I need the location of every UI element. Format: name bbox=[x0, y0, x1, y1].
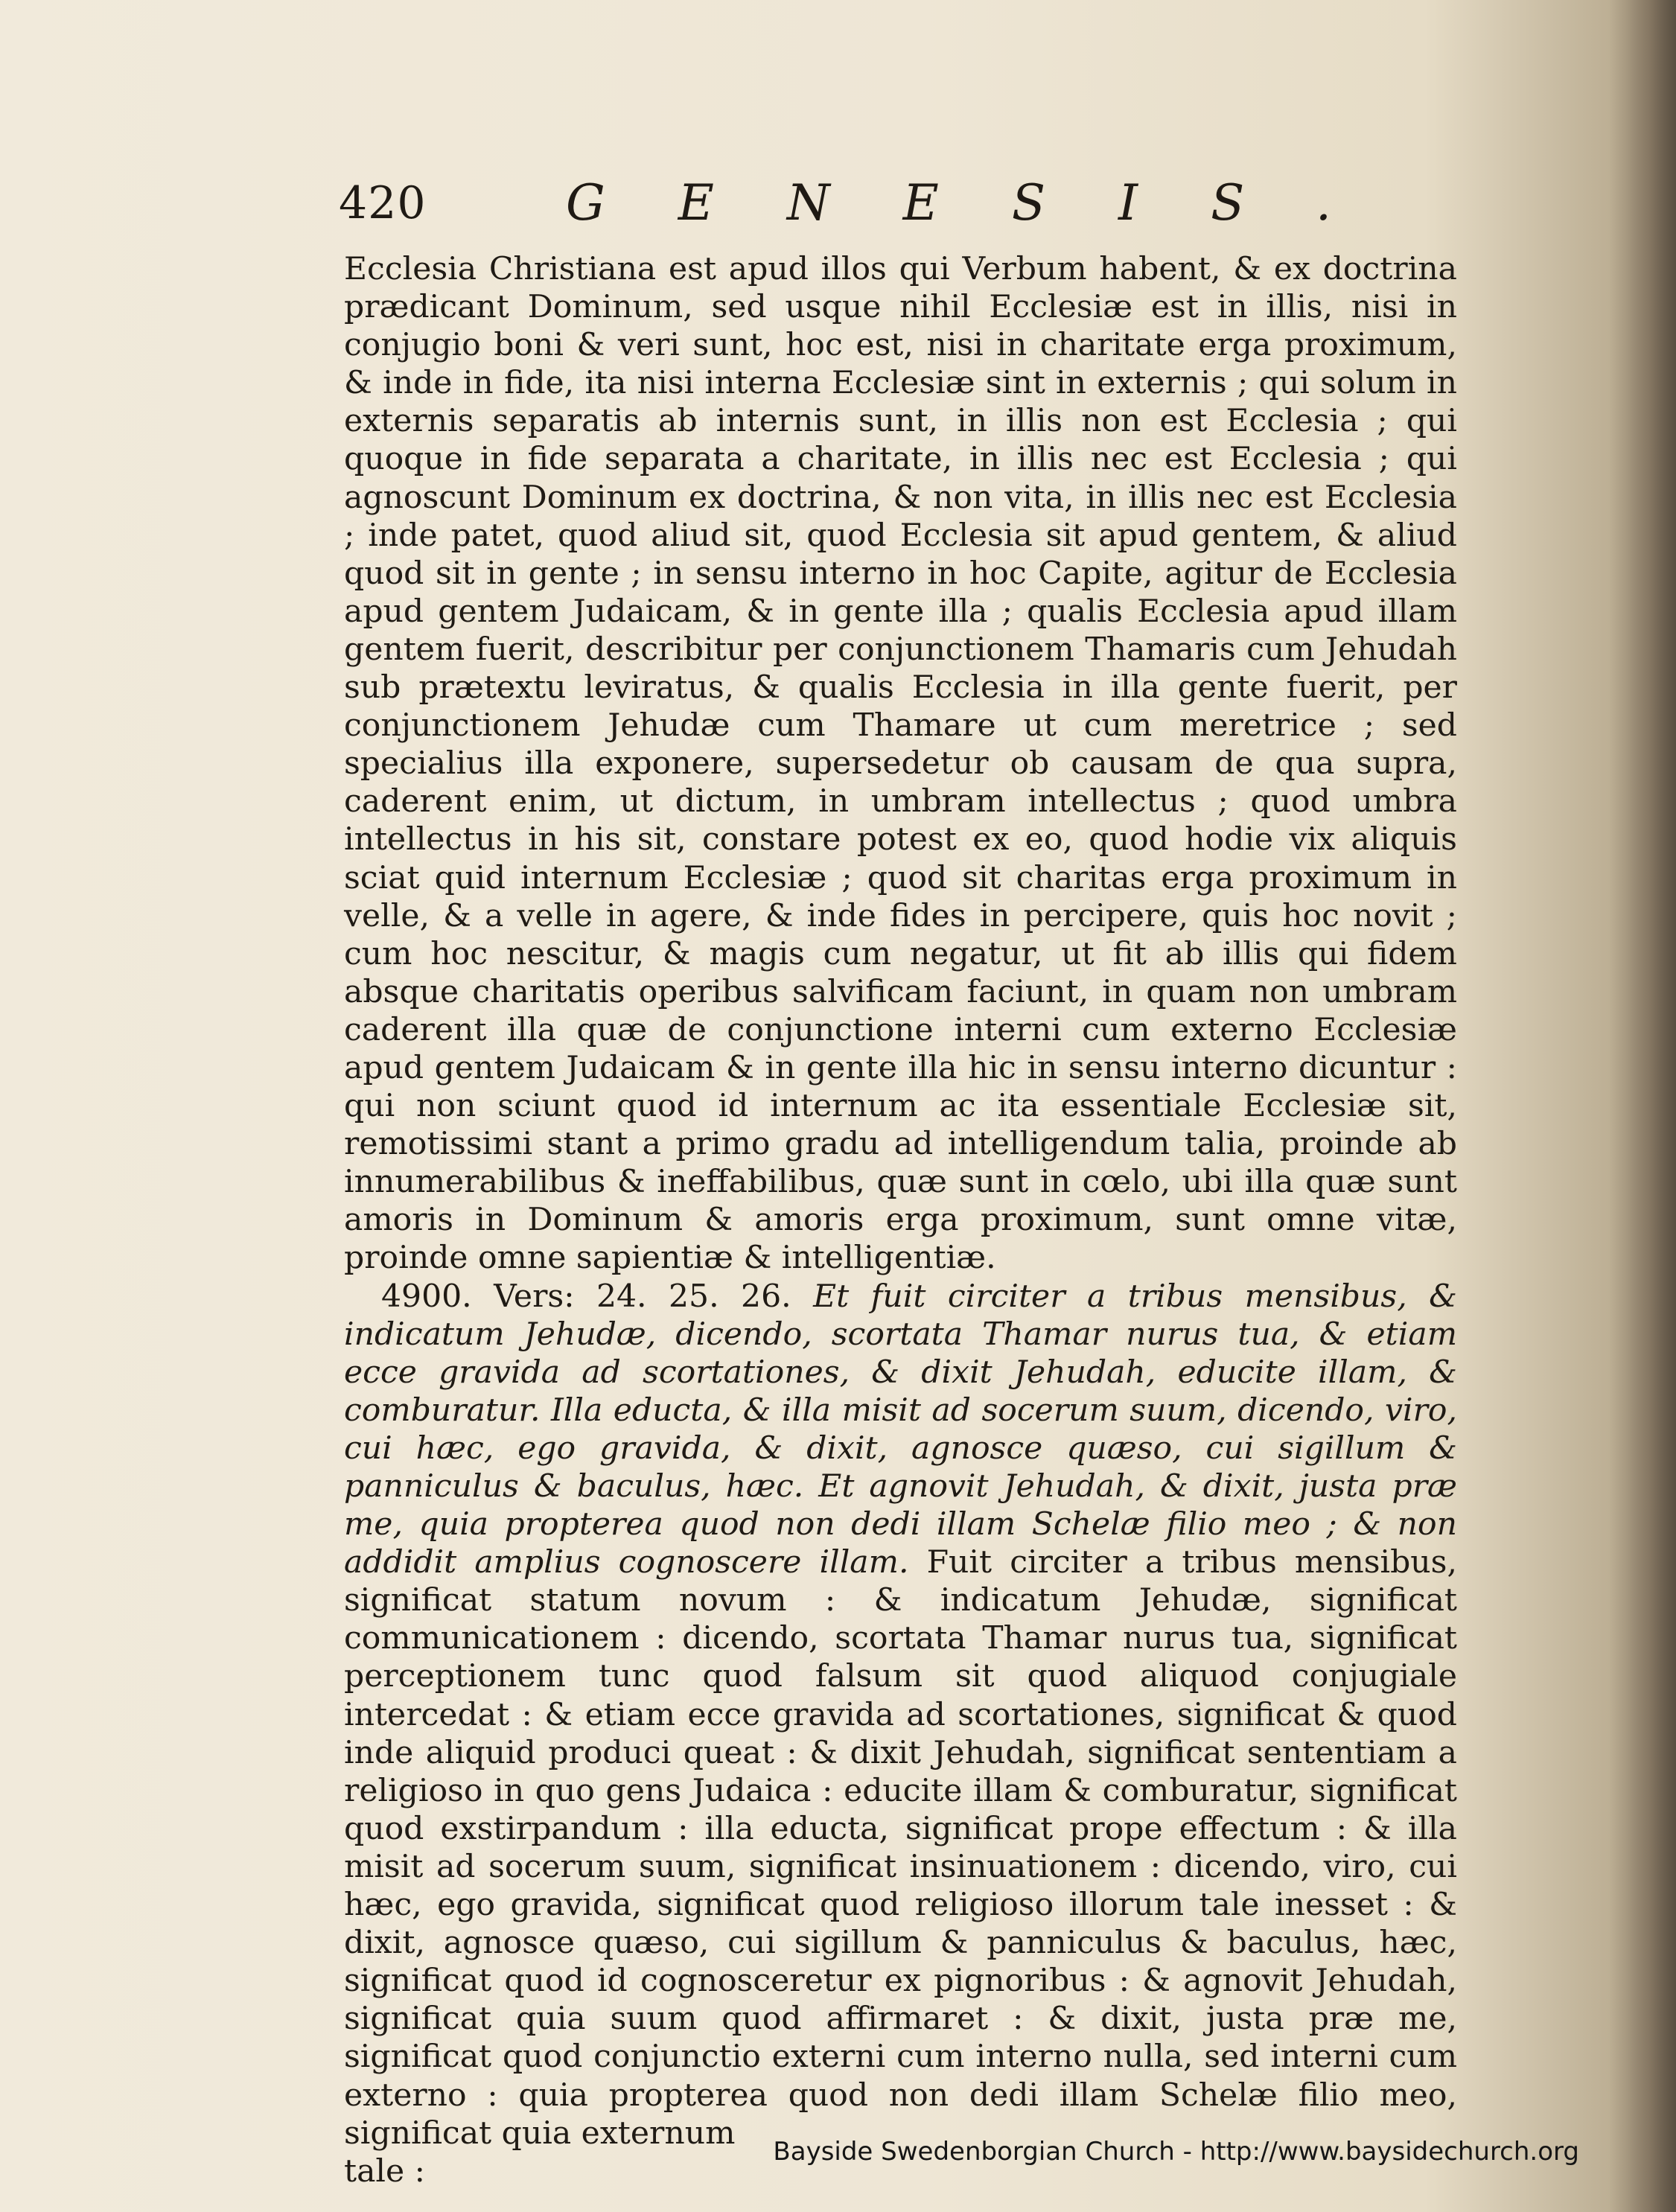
paragraph-ecclesia: Ecclesia Christiana est apud illos qui Verbum habent, & ex doctrina prædicant Dominum, sed usque nihil Ecclesiæ est in illis, nisi in conjugio boni & veri sunt, hoc est, nisi in charitate erga proximum, & inde in fide, ita nisi interna Ecclesiæ sint in externis ; qui solum in externis separatis ab internis sunt, in illis non est Ecclesia ; qui quoque in fide separata a charitate, in illis nec est Ecclesia ; qui agnoscunt Dominum ex doctrina, & non vita, in illis nec est Ecclesia ; inde patet, quod aliud sit, quod Ecclesia sit apud gentem, & aliud quod sit in gente ; in sensu interno in hoc Capite, agitur de Ecclesia apud gentem Judaicam, & in gente illa ; qualis Ecclesia apud illam gentem fuerit, describitur per conjunctionem Thamaris cum Jehudah sub prætextu leviratus, & qualis Ecclesia in illa gente fuerit, per conjunctionem Jehudæ cum Thamare ut cum meretrice ; sed specialius illa exponere, supersedetur ob causam de qua supra, caderent enim, ut dictum, in umbram intellectus ; quod umbra intellectus in his sit, constare potest ex eo, quod hodie vix aliquis sciat quid internum Ecclesiæ ; quod sit charitas erga proximum in velle, & a velle in agere, & inde fides in percipere, quis hoc novit ; cum hoc nescitur, & magis cum negatur, ut fit ab illis qui fidem absque charitatis operibus salvificam faciunt, in quam non umbram caderent illa quæ de conjunctione interni cum externo Ecclesiæ apud gentem Judaicam & in gente illa hic in sensu interno dicuntur : qui non sciunt quod id internum ac ita essentiale Ecclesiæ sit, remotissimi stant a primo gradu ad intelligendum talia, proinde ab innumerabilibus & ineffabilibus, quæ sunt in cœlo, ubi illa quæ sunt amoris in Dominum & amoris erga proximum, sunt omne vitæ, proinde omne sapientiæ & intelligentiæ. bbox=[344, 251, 1457, 1277]
catchword: tale : bbox=[344, 2152, 425, 2190]
page-body bbox=[344, 250, 1457, 2190]
verse-reference: Vers: 24. 25. 26. bbox=[494, 1278, 791, 1315]
scripture-quote: Et fuit circiter a tribus mensibus, & indicatum Jehudæ, dicendo, scortata Thamar nurus tua, & etiam ecce gravida ad scortationes, & dixit Jehudah, educite illam, & comburatur. Illa educta, & illa misit ad socerum suum, dicendo, viro, cui hæc, ego gravida, & dixit, agnosce quæso, cui sigillum & panniculus & baculus, hæc. Et agnovit Jehudah, & dixit, justa præ me, quia propterea quod non dedi illam Schelæ filio meo ; & non addidit amplius cognoscere illam. bbox=[344, 1278, 1457, 1581]
paragraph-number: 4900. bbox=[381, 1278, 472, 1315]
page-number: 420 bbox=[339, 177, 427, 229]
paragraph-4900 bbox=[344, 1278, 1457, 2152]
page-gutter-shadow bbox=[1609, 0, 1676, 2212]
paragraph-commentary: Fuit circiter a tribus mensibus, significat statum novum : & indicatum Jehudæ, significat communicationem : dicendo, scortata Thamar nurus tua, significat perceptionem tunc quod falsum sit quod aliquod conjugiale intercedat : & etiam ecce gravida ad scortationes, significat & quod inde aliquid produci queat : & dixit Jehudah, significat sententiam a religioso in quo gens Judaica : educite illam & comburatur, significat quod exstirpandum : illa educta, significat prope effectum : & illa misit ad socerum suum, significat insinuationem : dicendo, viro, cui hæc, ego gravida, significat quod religioso illorum tale inesset : & dixit, agnosce quæso, cui sigillum & panniculus & baculus, hæc, significat quod id cognosceretur ex pignoribus : & agnovit Jehudah, significat quia suum quod affirmaret : & dixit, justa præ me, significat quod conjunctio externi cum interno nulla, sed interni cum externo : quia propterea quod non dedi illam Schelæ filio meo, significat quia externum bbox=[344, 1544, 1457, 2152]
running-title: GENESIS. bbox=[566, 174, 1404, 232]
footer-credit: Bayside Swedenborgian Church - http://www.baysidechurch.org bbox=[773, 2137, 1579, 2167]
page-header bbox=[339, 174, 1456, 244]
